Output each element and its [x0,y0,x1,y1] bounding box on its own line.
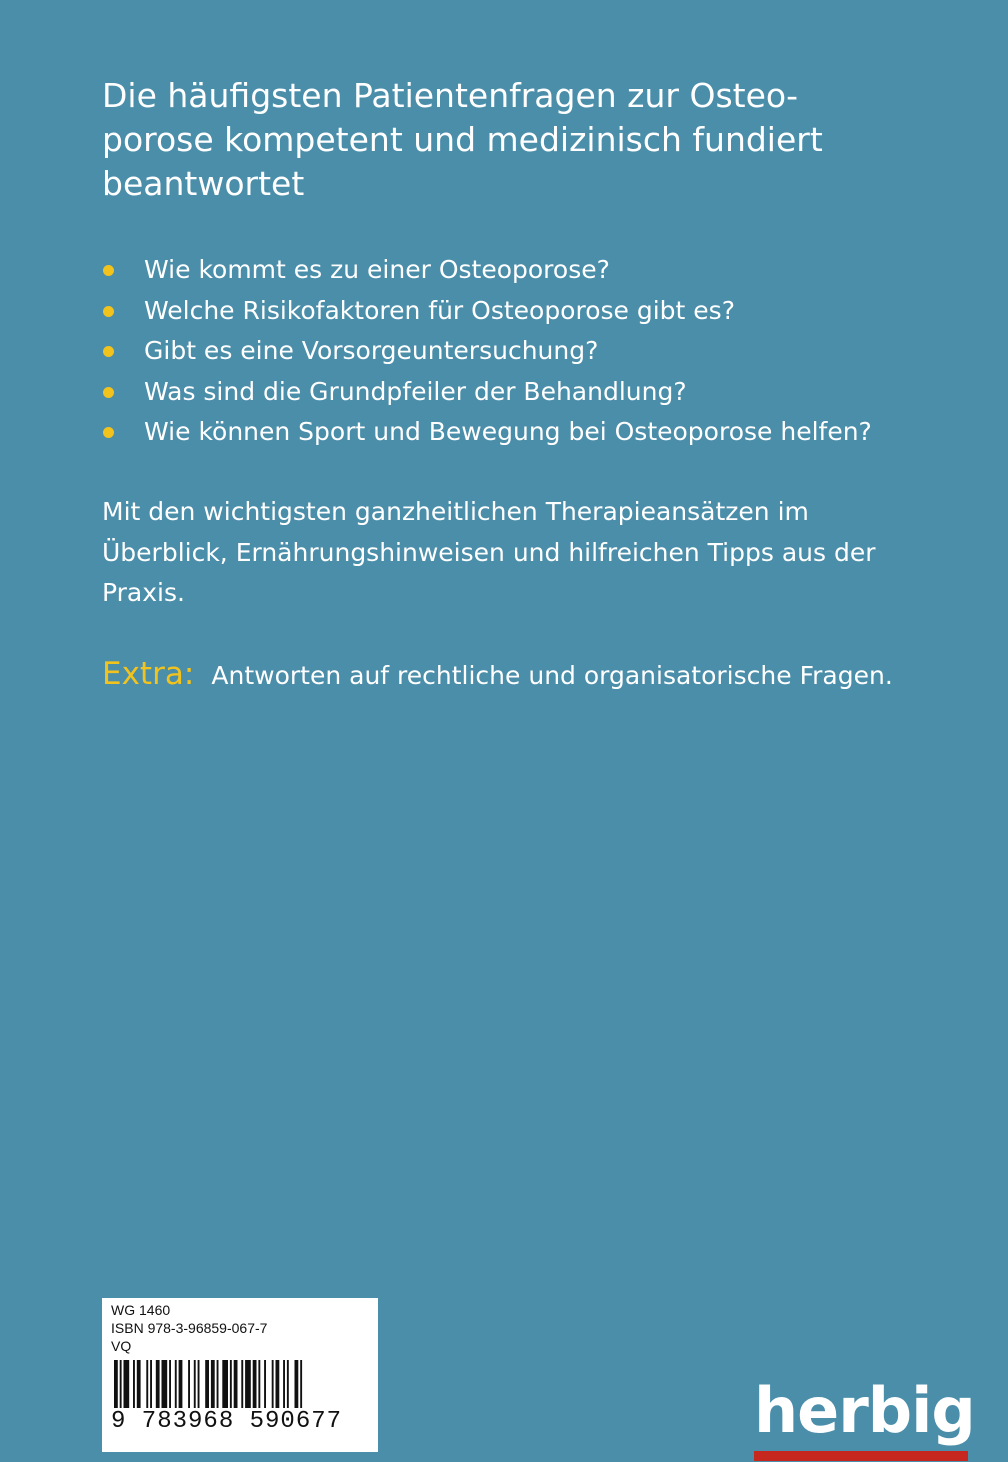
isbn-barcode-box [102,1298,378,1452]
bullet-icon [103,387,114,398]
wg-code: WG 1460 [111,1302,171,1318]
publisher-logo [754,1376,976,1462]
extra-note [102,656,982,692]
bullet-icon [103,265,114,276]
question-list [102,250,952,453]
summary-paragraph: Mit den wichtigsten ganzheitlichen Therapieansätzen im Überblick, Ernährungshinweisen und hilfreichen Tipps aus der Praxis. [102,497,876,607]
isbn-info [111,1301,267,1355]
extra-label: Extra: [102,656,195,692]
publisher-logo-underline [754,1451,968,1461]
extra-text: Antworten auf rechtliche und organisatorische Fragen. [211,661,893,690]
question-item [102,412,952,453]
bullet-icon [103,427,114,438]
question-item [102,331,952,372]
isbn-number: ISBN 978-3-96859-067-7 [111,1320,268,1336]
question-text: Wie kommt es zu einer Osteoporose? [144,255,610,284]
bullet-icon [103,346,114,357]
question-item [102,372,952,413]
question-item [102,291,952,332]
question-text: Wie können Sport und Bewegung bei Osteoporose helfen? [144,417,872,446]
question-text: Was sind die Grundpfeiler der Behandlung? [144,376,687,406]
publisher-name: herbig [754,1374,975,1447]
barcode-digits [110,1408,370,1436]
bullet-icon [103,306,114,317]
barcode-digits-text: 9 783968 590677 [111,1408,343,1435]
question-text: Gibt es eine Vorsorgeuntersuchung? [144,336,599,365]
headline: Die häufigsten Patientenfragen zur Osteoporose kompetent und medizinisch fundiert beantwortet [102,76,823,203]
vq-code: VQ [111,1338,132,1354]
question-item [102,250,952,291]
question-text: Welche Risikofaktoren für Osteoporose gibt es? [144,295,735,325]
